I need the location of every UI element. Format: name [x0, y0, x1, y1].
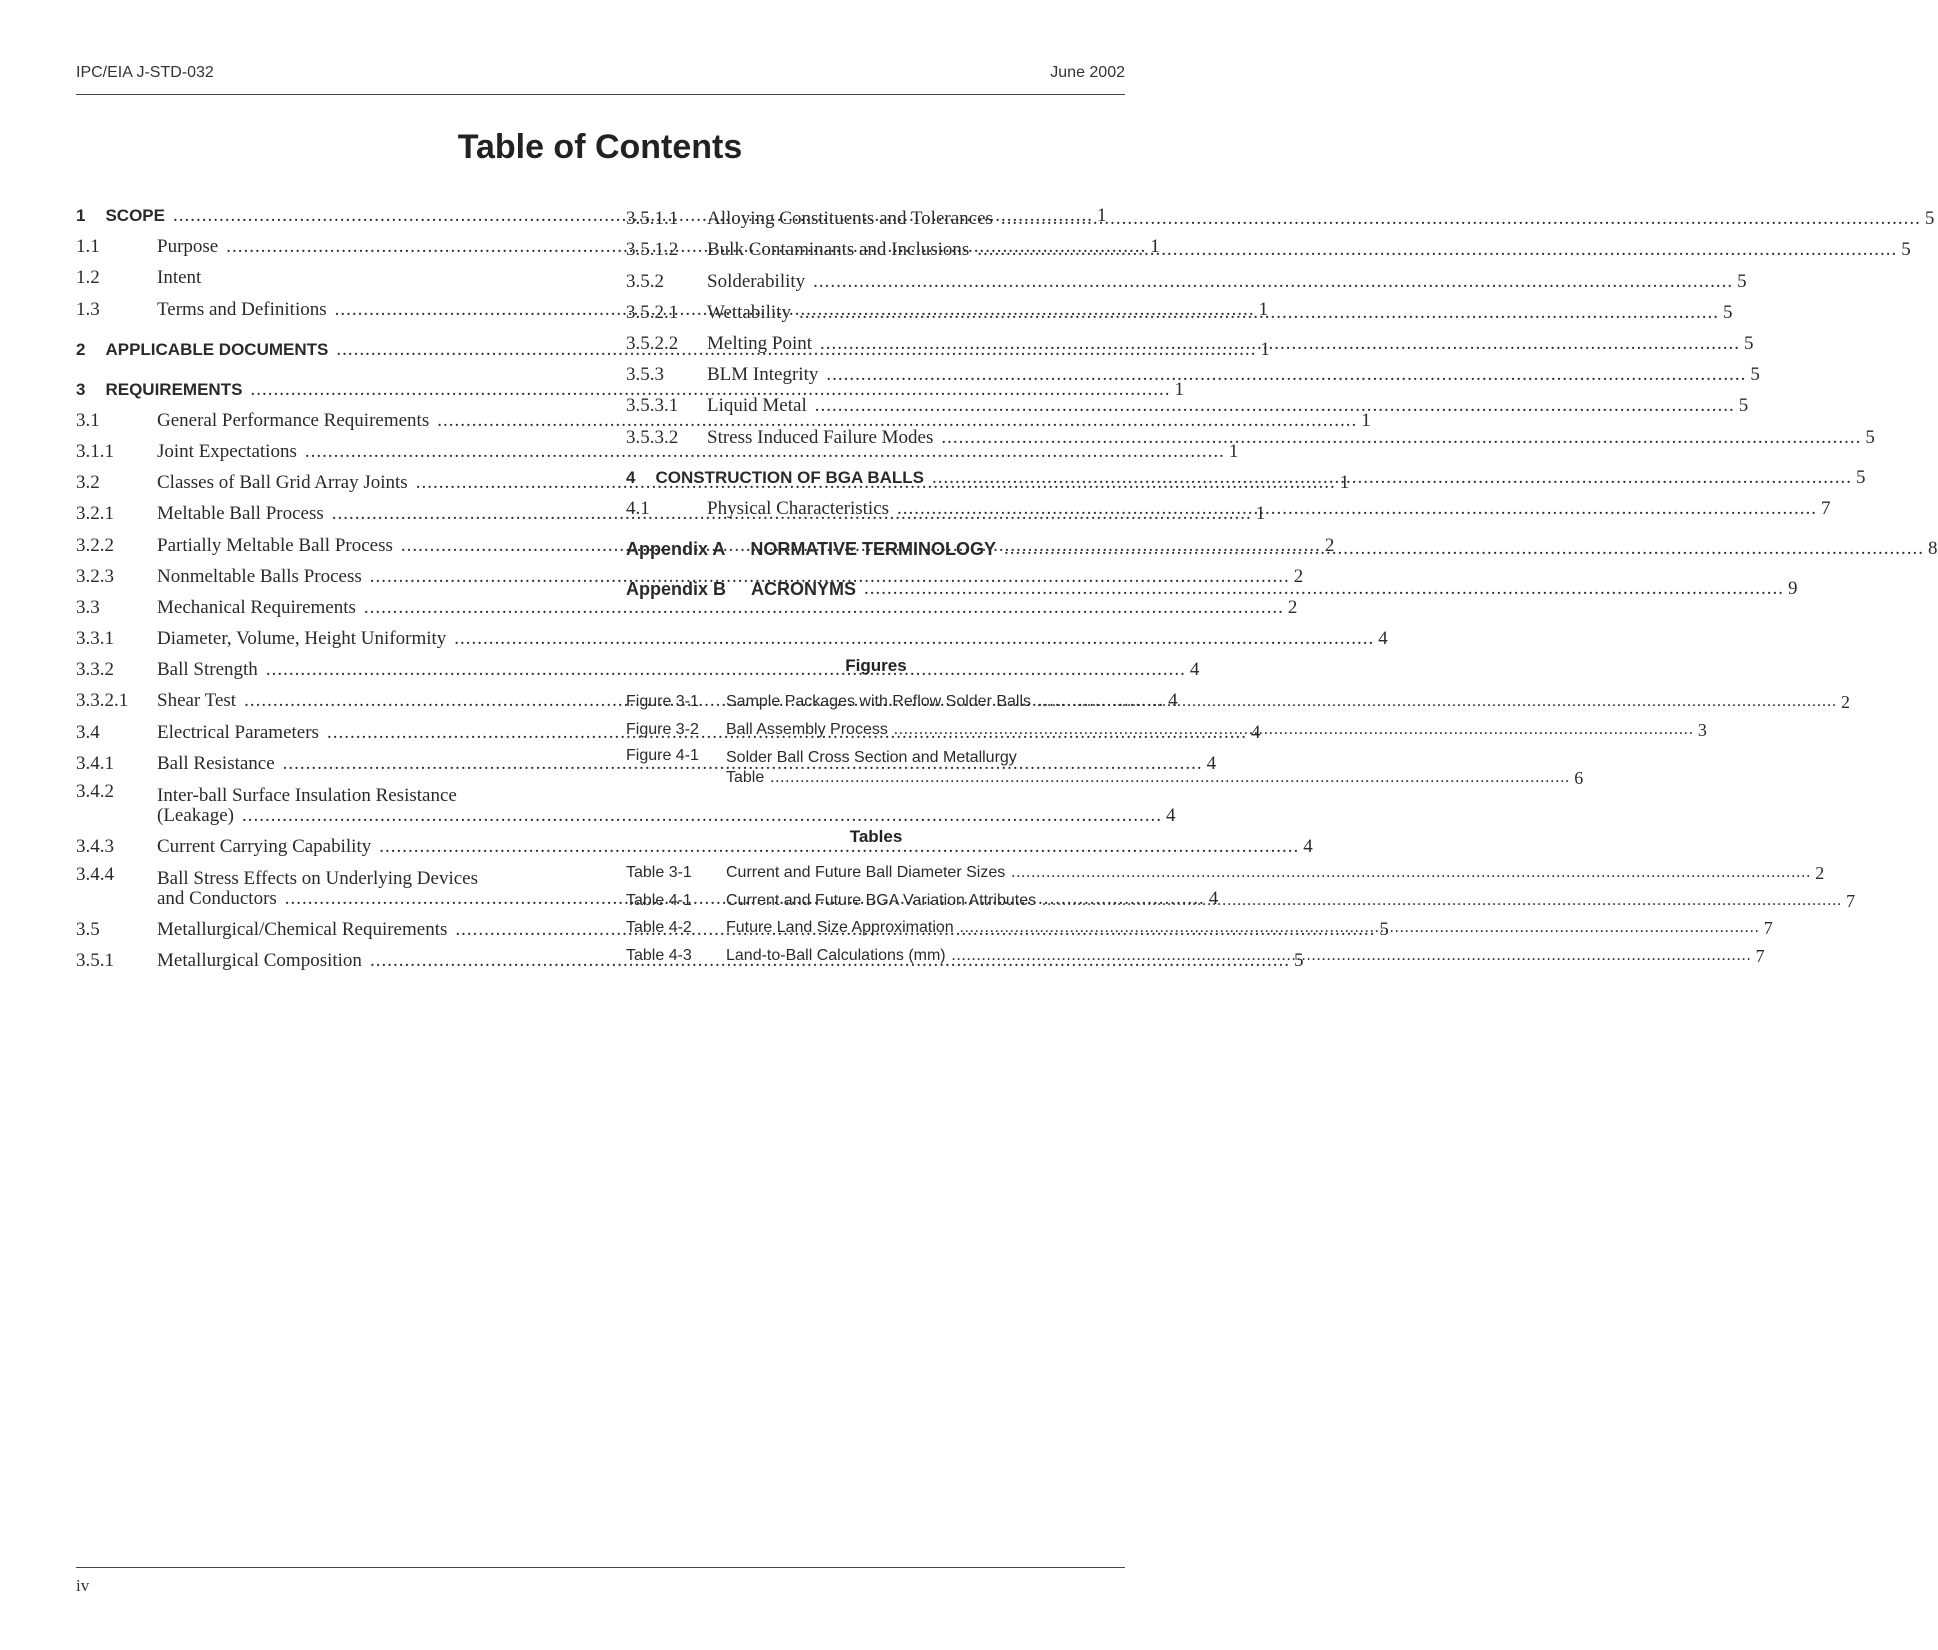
toc-entry-title: Metallurgical Composition: [157, 950, 362, 972]
dot-leader: [932, 468, 1852, 488]
toc-entry-title: Solderability: [707, 270, 806, 292]
toc-entry[interactable]: [626, 323, 1754, 354]
toc-entry-title: Inter-ball Surface Insulation Resistance: [157, 784, 457, 806]
toc-entry-number: 3.5.2: [626, 270, 664, 292]
dot-leader: [813, 272, 1733, 292]
toc-entry-number: 3.5.3.2: [626, 426, 679, 448]
toc-entry-number: 3.5.3: [626, 364, 664, 386]
toc-entry-title: Stress Induced Failure Modes: [707, 426, 934, 448]
toc-entry-number: 3.5.1: [76, 950, 114, 972]
dot-leader: [799, 303, 1719, 323]
figure-title: Sample Packages with Reflow Solder Balls: [726, 693, 1032, 711]
toc-entry-page: 4: [1378, 628, 1388, 650]
toc-entry-number: Appendix B: [626, 578, 727, 599]
toc-entry-number: 3.2.3: [76, 565, 114, 587]
toc-entry-title: Mechanical Requirements: [157, 596, 356, 618]
toc-entry-title: Ball Stress Effects on Underlying Devices: [157, 868, 478, 889]
toc-entry[interactable]: [626, 260, 1747, 292]
toc-entry-number: 3.4.1: [76, 752, 114, 774]
figure-number: Figure 4-1: [626, 746, 699, 764]
toc-entry[interactable]: [626, 292, 1733, 323]
toc-entry-number: 3.5.1.2: [626, 239, 679, 261]
toc-entry-number: 3.3.2: [76, 659, 114, 681]
toc-entry-page: 8: [1928, 537, 1938, 559]
toc-entry-title: Ball Resistance: [157, 752, 275, 774]
toc-entry-page: 4: [1166, 804, 1176, 826]
dot-leader: [894, 720, 1694, 740]
toc-entry-title: Shear Test: [157, 690, 237, 712]
toc-entry-title: Melting Point: [707, 332, 813, 354]
toc-entry-number: 4.1: [626, 497, 650, 519]
toc-entry-number: 3.5.2.2: [626, 332, 679, 354]
toc-entry-title: BLM Integrity: [707, 364, 819, 386]
running-header: [76, 64, 1125, 86]
toc-entry-title: CONSTRUCTION OF BGA BALLS: [655, 467, 924, 487]
toc-entry-page: 1: [1260, 338, 1270, 360]
header-standard-id: IPC/EIA J-STD-032: [76, 64, 214, 81]
table-entry[interactable]: [626, 856, 1825, 884]
toc-entry[interactable]: [626, 354, 1760, 386]
figure-title-continued: Table: [726, 768, 765, 786]
toc-entry-title: Classes of Ball Grid Array Joints: [157, 472, 408, 494]
toc-entry-title: Wettability: [707, 301, 791, 323]
toc-entry-page: 5: [1856, 466, 1866, 488]
toc-entry-number: 1.2: [76, 267, 100, 289]
figure-page: 6: [1574, 767, 1584, 788]
table-page: 7: [1846, 890, 1856, 911]
dot-leader: [820, 334, 1740, 354]
figure-title: Solder Ball Cross Section and Metallurgy: [726, 748, 1017, 766]
dot-leader: [941, 428, 1861, 448]
table-page: 2: [1815, 863, 1825, 884]
toc-entry[interactable]: [626, 229, 1911, 261]
toc-entry-number: 1.3: [76, 298, 100, 320]
table-entry[interactable]: [626, 911, 1773, 939]
toc-entry-number: 3.2.1: [76, 503, 114, 525]
toc-entry-title: Electrical Parameters: [157, 721, 319, 743]
toc-entry-number: 3.4.2: [76, 780, 114, 802]
toc-entry-title: Bulk Contaminants and Inclusions: [707, 239, 970, 261]
toc-entry[interactable]: [626, 198, 1935, 230]
toc-entry-page: 1: [1150, 236, 1160, 258]
toc-entry-title-continued: and Conductors: [157, 888, 277, 909]
toc-entry-page: 1: [1339, 472, 1350, 494]
dot-leader: [977, 240, 1897, 260]
toc-entry-page: 4: [1206, 752, 1217, 774]
toc-entry-page: 2: [1287, 596, 1298, 618]
dot-leader: [864, 579, 1784, 599]
toc-entry-title: Partially Meltable Ball Process: [157, 534, 393, 556]
table-entry[interactable]: [626, 938, 1765, 966]
toc-entry-page: 5: [1722, 301, 1733, 323]
toc-entry-page: 4: [1303, 836, 1313, 857]
toc-entry-title: Liquid Metal: [707, 395, 807, 417]
toc-entry-title: APPLICABLE DOCUMENTS: [105, 339, 329, 359]
figure-title: Ball Assembly Process: [726, 720, 888, 738]
table-entry[interactable]: [626, 883, 1856, 911]
toc-entry[interactable]: [626, 519, 1938, 559]
toc-entry[interactable]: [626, 454, 1866, 488]
table-number: Table 4-1: [626, 891, 692, 909]
toc-entry-number: 3.5.2.1: [626, 301, 679, 323]
toc-entry-number: 3.5: [76, 919, 100, 941]
figure-entry[interactable]: [626, 685, 1851, 713]
toc-entry-title: Intent: [157, 267, 202, 289]
toc-entry[interactable]: [626, 488, 1831, 519]
toc-entry-page: 5: [1744, 332, 1754, 354]
table-title: Land-to-Ball Calculations (mm): [726, 946, 946, 964]
toc-entry-page: 1: [1255, 503, 1266, 525]
toc-entry-page: 4: [1189, 659, 1200, 681]
toc-entry-number: 3.3: [76, 596, 100, 618]
dot-leader: [1004, 539, 1924, 559]
toc-entry-number: 3.3.1: [76, 628, 114, 650]
figure-number: Figure 3-1: [626, 693, 699, 711]
toc-entry-number: 3.5.3.1: [626, 395, 679, 417]
dot-leader: [897, 499, 1817, 519]
figure-page: 3: [1697, 719, 1707, 740]
dot-leader: [826, 365, 1746, 385]
toc-entry-number: 3.4.3: [76, 836, 114, 857]
toc-entry-page: 1: [1228, 440, 1239, 462]
toc-entry-number: Appendix A: [626, 538, 726, 559]
toc-entry-title: General Performance Requirements: [157, 409, 430, 431]
toc-entry-page: 7: [1821, 497, 1831, 519]
toc-entry-page: 5: [1750, 364, 1760, 386]
toc-entry-number: 3: [76, 379, 86, 399]
figures-heading: Figures: [845, 655, 907, 675]
toc-entry-title-continued: (Leakage): [157, 804, 234, 826]
toc-entry-page: 1: [1174, 378, 1184, 400]
toc-entry-title: NORMATIVE TERMINOLOGY: [750, 538, 997, 559]
table-title: Current and Future Ball Diameter Sizes: [726, 864, 1006, 882]
toc-entry-title: Metallurgical/Chemical Requirements: [157, 919, 448, 941]
toc-entry-page: 9: [1788, 577, 1798, 599]
toc-entry-title: Nonmeltable Balls Process: [157, 565, 362, 587]
toc-entry-page: 1: [1097, 205, 1107, 226]
toc-right-column: [626, 198, 1938, 966]
tables-heading: Tables: [849, 826, 903, 846]
table-number: Table 4-3: [626, 946, 692, 964]
toc-entry-number: 3.2: [76, 472, 100, 494]
toc-entry[interactable]: [76, 257, 576, 288]
toc-entry-page: 5: [1924, 208, 1935, 230]
figure-number: Figure 3-2: [626, 720, 699, 738]
toc-entry[interactable]: [76, 618, 1388, 650]
table-page: 7: [1755, 945, 1765, 966]
toc-entry-title: Ball Strength: [157, 659, 258, 681]
toc-entry-number: 1.1: [76, 236, 100, 258]
toc-entry-title: Alloying Constituents and Tolerances: [707, 208, 993, 230]
toc-entry-number: 1: [76, 206, 86, 225]
toc-entry-page: 4: [1250, 721, 1261, 743]
footer-rule: [76, 1567, 1125, 1568]
toc-entry-number: 3.2.2: [76, 534, 114, 556]
dot-leader: [1011, 863, 1811, 883]
toc-entry-page: 5: [1738, 395, 1749, 417]
toc-entry-page: 5: [1737, 270, 1747, 292]
dot-leader: [1037, 692, 1837, 712]
figure-entry[interactable]: [626, 712, 1707, 740]
toc-entry-title: Physical Characteristics: [707, 497, 890, 519]
table-page: 7: [1763, 918, 1773, 939]
page-title: Table of Contents: [457, 128, 743, 166]
toc-entry-number: 3.4: [76, 721, 100, 743]
toc-entry-title: REQUIREMENTS: [105, 379, 243, 399]
toc-entry-number: 3.1.1: [76, 440, 114, 462]
dot-leader: [770, 768, 1570, 788]
table-title: Future Land Size Approximation: [726, 919, 954, 937]
dot-leader: [815, 396, 1735, 416]
toc-entry-title: Current Carrying Capability: [157, 836, 372, 857]
table-number: Table 3-1: [626, 864, 692, 882]
toc-entry-title: Joint Expectations: [157, 440, 297, 462]
dot-leader: [960, 918, 1760, 941]
figure-entry[interactable]: [626, 740, 1584, 788]
toc-entry-page: 5: [1901, 239, 1911, 261]
toc-entry-title: Meltable Ball Process: [157, 503, 324, 525]
toc-entry-title: SCOPE: [105, 206, 165, 225]
toc-entry-number: 3.3.2.1: [76, 690, 129, 712]
toc-entry[interactable]: [626, 416, 1875, 448]
header-date: June 2002: [1050, 64, 1125, 81]
toc-entry-number: 3.4.4: [76, 864, 114, 885]
toc-entry-title: ACRONYMS: [751, 578, 857, 599]
dot-leader: [952, 946, 1752, 966]
header-rule: [76, 94, 1125, 95]
table-title: Current and Future BGA Variation Attributes: [726, 891, 1037, 909]
toc-entry-title: Diameter, Volume, Height Uniformity: [157, 628, 447, 650]
toc-entry[interactable]: [626, 385, 1749, 417]
table-number: Table 4-2: [626, 919, 692, 937]
toc-entry-number: 3.5.1.1: [626, 208, 679, 230]
toc-entry-page: 4: [1168, 690, 1178, 712]
toc-entry-title: Terms and Definitions: [157, 298, 327, 320]
toc-entry-page: 4: [1208, 888, 1219, 909]
toc-entry[interactable]: [626, 559, 1798, 599]
toc-entry-title: Purpose: [157, 236, 219, 258]
toc-entry-page: 2: [1293, 565, 1304, 587]
dot-leader: [1042, 888, 1842, 911]
toc-entry-page: 5: [1865, 426, 1875, 448]
toc-entry-number: 2: [76, 339, 86, 359]
footer-page-number: iv: [76, 1576, 90, 1595]
toc-entry-page: 5: [1379, 919, 1389, 941]
toc-entry[interactable]: [76, 556, 1304, 587]
figure-page: 2: [1841, 692, 1851, 713]
toc-entry-number: 3.1: [76, 409, 100, 431]
toc-entry-page: 1: [1361, 409, 1371, 431]
toc-entry-page: 2: [1324, 534, 1335, 556]
toc-entry-page: 5: [1293, 950, 1304, 972]
dot-leader: [1001, 209, 1921, 229]
toc-entry-number: 4: [626, 467, 636, 487]
toc-entry-page: 1: [1258, 298, 1269, 320]
